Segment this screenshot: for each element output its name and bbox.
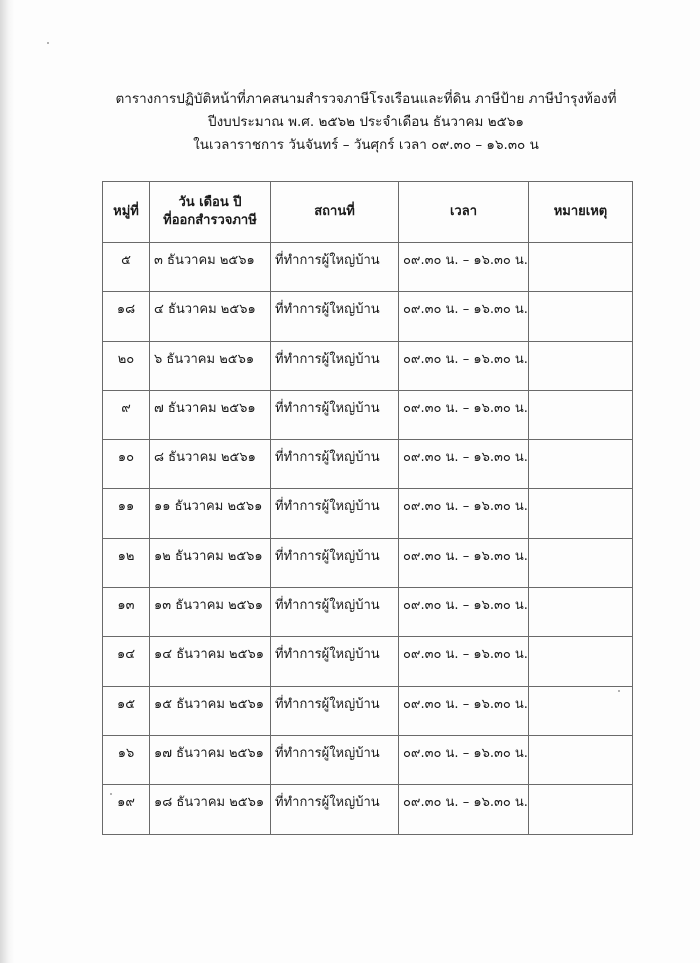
cell-date: ๑๑ ธันวาคม ๒๕๖๑ — [150, 489, 271, 538]
document-header — [100, 88, 632, 157]
table-header-row — [103, 182, 633, 243]
column-header-remarks: หมายเหตุ — [529, 182, 633, 243]
cell-remarks — [529, 390, 633, 439]
cell-remarks — [529, 785, 633, 834]
cell-place: ที่ทำการผู้ใหญ่บ้าน — [271, 637, 399, 686]
table-body — [103, 243, 633, 835]
cell-place: ที่ทำการผู้ใหญ่บ้าน — [271, 292, 399, 341]
cell-village: ๑๙ — [103, 785, 150, 834]
column-header-village: หมู่ที่ — [103, 182, 150, 243]
cell-date: ๗ ธันวาคม ๒๕๖๑ — [150, 390, 271, 439]
table-row — [103, 292, 633, 341]
cell-time: ๐๙.๓๐ น. – ๑๖.๓๐ น. — [399, 588, 529, 637]
cell-remarks — [529, 243, 633, 292]
cell-time: ๐๙.๓๐ น. – ๑๖.๓๐ น. — [399, 686, 529, 735]
cell-village: ๙ — [103, 390, 150, 439]
cell-village: ๑๕ — [103, 686, 150, 735]
cell-village: ๑๓ — [103, 588, 150, 637]
cell-date: ๑๓ ธันวาคม ๒๕๖๑ — [150, 588, 271, 637]
table-row — [103, 686, 633, 735]
table-row — [103, 637, 633, 686]
cell-remarks — [529, 489, 633, 538]
table-row — [103, 538, 633, 587]
cell-village: ๑๐ — [103, 440, 150, 489]
column-header-date — [150, 182, 271, 243]
cell-time: ๐๙.๓๐ น. – ๑๖.๓๐ น. — [399, 735, 529, 784]
cell-time: ๐๙.๓๐ น. – ๑๖.๓๐ น. — [399, 243, 529, 292]
cell-village: ๒๐ — [103, 341, 150, 390]
cell-village: ๑๑ — [103, 489, 150, 538]
header-fiscal-year: ปีงบประมาณ พ.ศ. ๒๕๖๒ ประจำเดือน ธันวาคม ๒๕๖๑ — [208, 114, 524, 130]
table-row — [103, 390, 633, 439]
cell-time: ๐๙.๓๐ น. – ๑๖.๓๐ น. — [399, 489, 529, 538]
cell-time: ๐๙.๓๐ น. – ๑๖.๓๐ น. — [399, 341, 529, 390]
column-header-time: เวลา — [399, 182, 529, 243]
cell-time: ๐๙.๓๐ น. – ๑๖.๓๐ น. — [399, 785, 529, 834]
cell-place: ที่ทำการผู้ใหญ่บ้าน — [271, 735, 399, 784]
table-row — [103, 341, 633, 390]
header-office-hours: ในเวลาราชการ วันจันทร์ – วันศุกร์ เวลา ๐๙.๓๐ – ๑๖.๓๐ น — [193, 137, 539, 153]
table-row — [103, 735, 633, 784]
cell-date: ๑๕ ธันวาคม ๒๕๖๑ — [150, 686, 271, 735]
column-header-date-line2: ที่ออกสำรวจภาษี — [163, 213, 257, 228]
cell-date: ๖ ธันวาคม ๒๕๖๑ — [150, 341, 271, 390]
cell-place: ที่ทำการผู้ใหญ่บ้าน — [271, 538, 399, 587]
column-header-place: สถานที่ — [271, 182, 399, 243]
cell-place: ที่ทำการผู้ใหญ่บ้าน — [271, 341, 399, 390]
cell-date: ๑๔ ธันวาคม ๒๕๖๑ — [150, 637, 271, 686]
table-row — [103, 243, 633, 292]
table-row — [103, 489, 633, 538]
cell-time: ๐๙.๓๐ น. – ๑๖.๓๐ น. — [399, 538, 529, 587]
scan-speck — [618, 690, 620, 692]
table-row — [103, 440, 633, 489]
scan-speck — [47, 42, 49, 44]
table-row — [103, 588, 633, 637]
cell-place: ที่ทำการผู้ใหญ่บ้าน — [271, 243, 399, 292]
cell-time: ๐๙.๓๐ น. – ๑๖.๓๐ น. — [399, 637, 529, 686]
cell-village: ๑๔ — [103, 637, 150, 686]
cell-remarks — [529, 440, 633, 489]
cell-remarks — [529, 637, 633, 686]
cell-date: ๘ ธันวาคม ๒๕๖๑ — [150, 440, 271, 489]
column-header-date-line1: วัน เดือน ปี — [178, 195, 242, 210]
cell-date: ๑๘ ธันวาคม ๒๕๖๑ — [150, 785, 271, 834]
cell-village: ๑๖ — [103, 735, 150, 784]
survey-schedule-table — [102, 181, 633, 835]
cell-place: ที่ทำการผู้ใหญ่บ้าน — [271, 588, 399, 637]
cell-time: ๐๙.๓๐ น. – ๑๖.๓๐ น. — [399, 292, 529, 341]
header-title: ตารางการปฏิบัติหน้าที่ภาคสนามสำรวจภาษีโรงเรือนและที่ดิน ภาษีป้าย ภาษีบำรุงท้องที่ — [115, 91, 617, 107]
cell-date: ๑๗ ธันวาคม ๒๕๖๑ — [150, 735, 271, 784]
cell-remarks — [529, 686, 633, 735]
scan-speck — [110, 793, 112, 795]
cell-remarks — [529, 588, 633, 637]
cell-remarks — [529, 735, 633, 784]
cell-date: ๑๒ ธันวาคม ๒๕๖๑ — [150, 538, 271, 587]
cell-place: ที่ทำการผู้ใหญ่บ้าน — [271, 785, 399, 834]
cell-village: ๑๘ — [103, 292, 150, 341]
cell-date: ๔ ธันวาคม ๒๕๖๑ — [150, 292, 271, 341]
cell-remarks — [529, 538, 633, 587]
table-row — [103, 785, 633, 834]
cell-remarks — [529, 292, 633, 341]
cell-date: ๓ ธันวาคม ๒๕๖๑ — [150, 243, 271, 292]
cell-place: ที่ทำการผู้ใหญ่บ้าน — [271, 390, 399, 439]
cell-place: ที่ทำการผู้ใหญ่บ้าน — [271, 440, 399, 489]
cell-village: ๕ — [103, 243, 150, 292]
cell-place: ที่ทำการผู้ใหญ่บ้าน — [271, 686, 399, 735]
cell-village: ๑๒ — [103, 538, 150, 587]
cell-time: ๐๙.๓๐ น. – ๑๖.๓๐ น. — [399, 440, 529, 489]
cell-time: ๐๙.๓๐ น. – ๑๖.๓๐ น. — [399, 390, 529, 439]
scan-edge-shadow — [0, 0, 14, 963]
cell-place: ที่ทำการผู้ใหญ่บ้าน — [271, 489, 399, 538]
cell-remarks — [529, 341, 633, 390]
